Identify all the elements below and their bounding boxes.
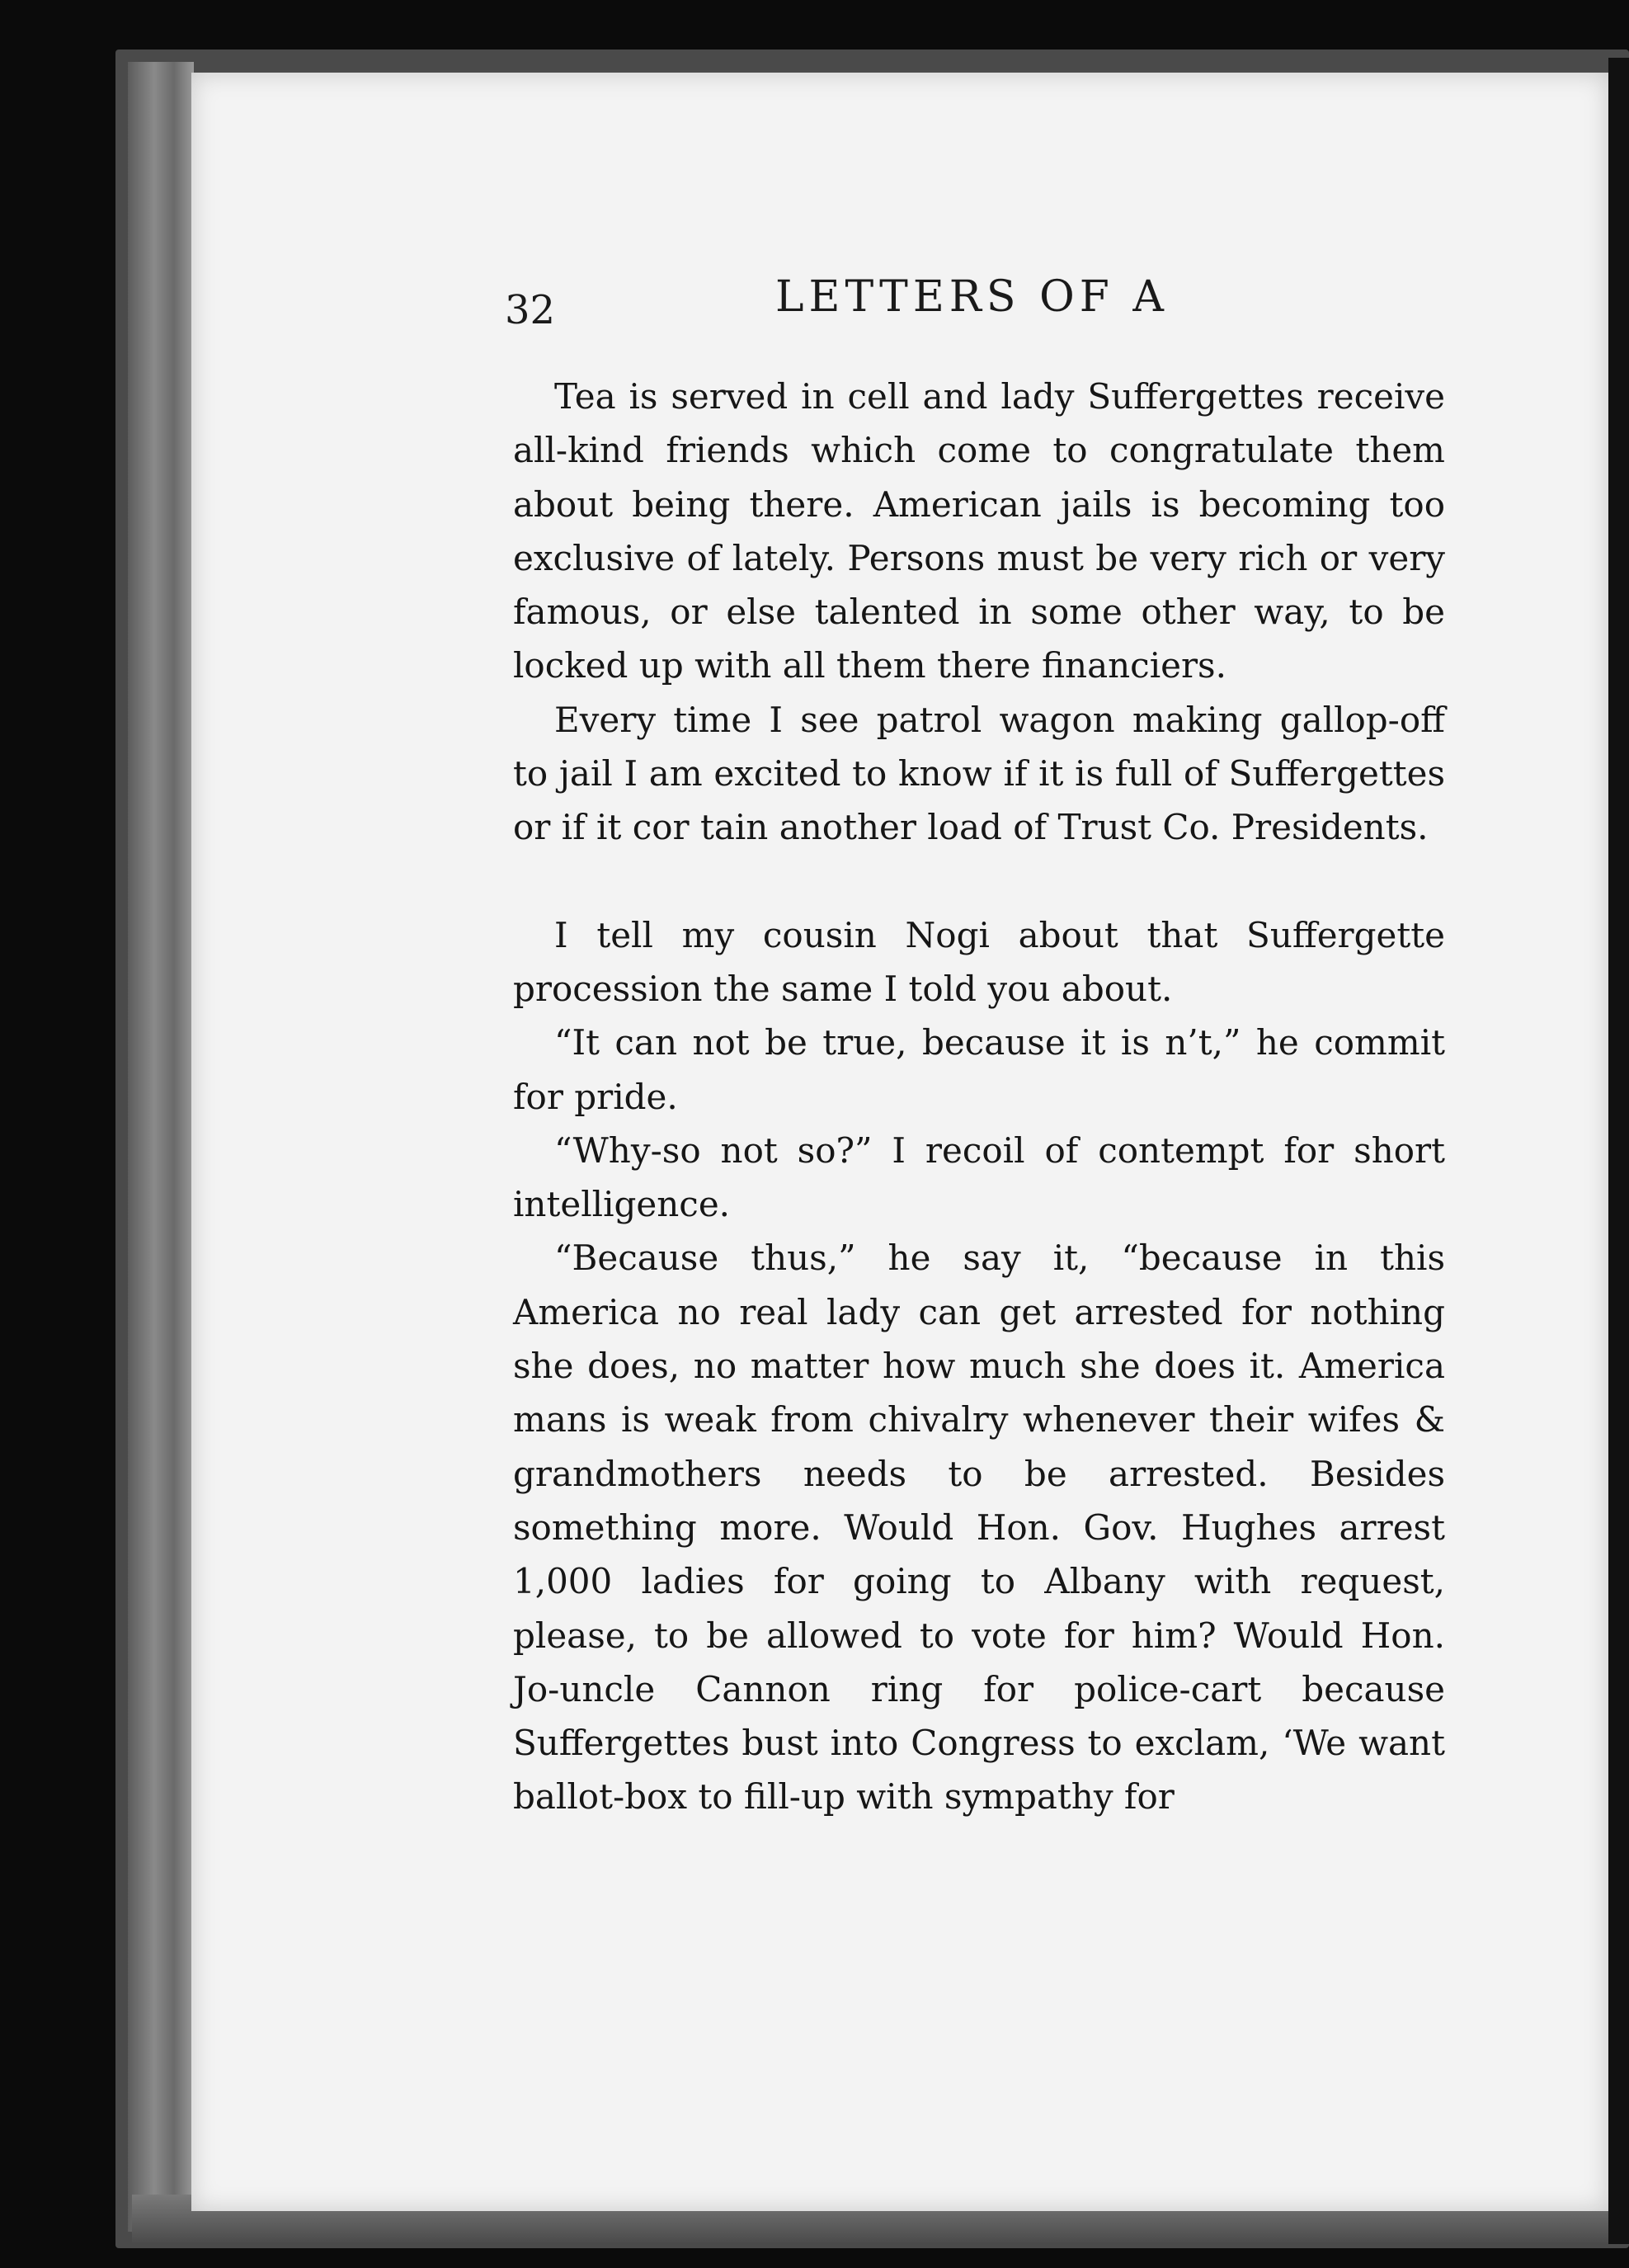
body-text — [513, 370, 1445, 1824]
paragraph: I tell my cousin Nogi about that Suffergette procession the same I told you about. — [513, 914, 1445, 1009]
paragraph: “Because thus,” he say it, “because in this America no real lady can get arrested for nothing she does, no matter how much she does it. America mans is weak from chivalry whenever their wifes & grandmothers needs to be arrested. Besides something more. Would Hon. Gov. Hughes arrest 1,000 ladies for going to Albany with request, please, to be allowed to vote for him? Would Hon. Jo-uncle Cannon ring for police-cart because Suffergettes bust into Congress to exclam, ‘We want ballot-box to fill-up with sympathy for — [513, 1238, 1445, 1818]
paragraph: Every time I see patrol wagon making gallop-off to jail I am excited to know if it is full of Suffergettes or if it cor tain another load of Trust Co. Presidents. — [513, 699, 1445, 848]
page-edge-shadow — [1608, 58, 1629, 2244]
paragraph: “It can not be true, because it is n’t,” he commit for pride. — [513, 1022, 1445, 1117]
running-head: LETTERS OF A — [775, 272, 1169, 322]
book-binding-edge — [128, 62, 194, 2232]
page-number: 32 — [505, 287, 556, 333]
paragraph: Tea is served in cell and lady Suffergettes receive all-kind friends which come to congratulate them about being there. American jails is becoming too exclusive of lately. Persons must be very rich or very famous, or else talented in some other way, to be locked up with all them there financiers. — [513, 376, 1445, 686]
page-header — [505, 272, 1453, 338]
section-break — [513, 855, 1445, 908]
paragraph: “Why-so not so?” I recoil of contempt for short intelligence. — [513, 1129, 1445, 1225]
